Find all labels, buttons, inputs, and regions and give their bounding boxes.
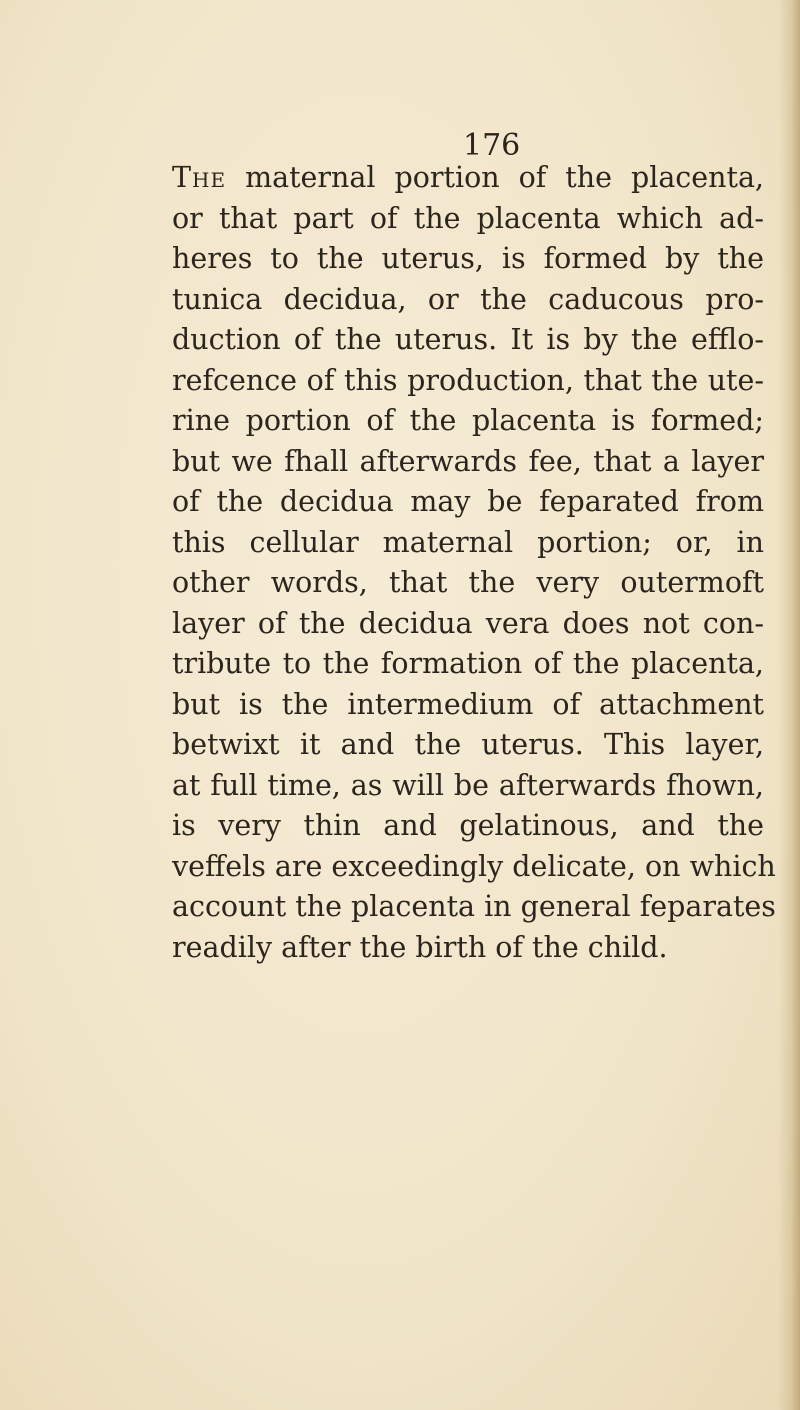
text-line: or that part of the placenta which ad- — [172, 201, 764, 235]
text-line: is very thin and gelatinous, and the — [172, 809, 764, 842]
text-line: refcence of this production, that the ute- — [172, 363, 764, 397]
text-line: but is the intermedium of attachment — [172, 687, 764, 721]
text-line: betwixt it and the uterus. This layer, — [172, 728, 764, 761]
text-line: veffels are exceedingly delicate, on which — [172, 849, 776, 883]
text-line: at full time, as will be afterwards fhown, — [172, 768, 764, 802]
text-line: heres to the uterus, is formed by the — [172, 242, 764, 275]
text-line: tunica decidua, or the caducous pro- — [172, 282, 764, 316]
text-line: rine portion of the placenta is formed; — [172, 404, 764, 437]
text-line: other words, that the very outermoft — [172, 566, 764, 599]
page-number: 176 — [463, 128, 521, 163]
text-line: layer of the decidua vera does not con- — [172, 606, 764, 640]
text-line: of the decidua may be feparated from — [172, 485, 764, 518]
text-line: this cellular maternal portion; or, in — [172, 525, 764, 559]
lead-word: The — [172, 161, 227, 194]
text-line: account the placenta in general feparates — [172, 890, 776, 923]
first-line-rest: maternal portion of the placenta, — [245, 161, 764, 194]
text-line: but we fhall afterwards fee, that a layer — [172, 444, 764, 478]
text-line: readily after the birth of the child. — [172, 930, 668, 964]
text-line — [172, 158, 764, 199]
body-paragraph — [172, 158, 776, 968]
text-line: duction of the uterus. It is by the efflo- — [172, 323, 764, 356]
text-line: tribute to the formation of the placenta, — [172, 647, 764, 680]
page-edge-shadow — [778, 0, 800, 1410]
